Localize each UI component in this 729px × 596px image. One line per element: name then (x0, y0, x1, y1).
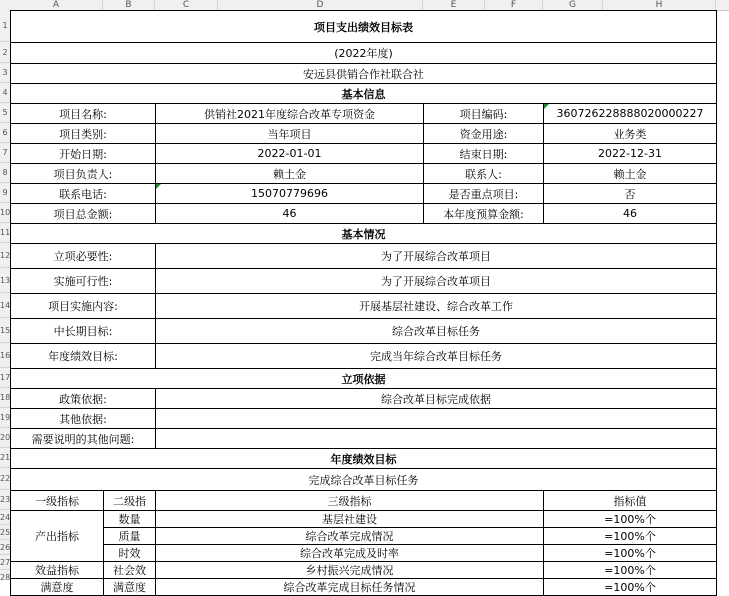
column-header-g[interactable]: G (543, 0, 603, 10)
row-header[interactable]: 24 (0, 510, 10, 525)
start-date-value[interactable]: 2022-01-01 (156, 144, 424, 164)
indicator-level3[interactable]: 综合改革完成情况 (156, 528, 544, 545)
column-header-e[interactable]: E (423, 0, 485, 10)
column-header-b[interactable]: B (103, 0, 155, 10)
column-header-d[interactable]: D (218, 0, 423, 10)
annual-budget-value[interactable]: 46 (544, 204, 717, 224)
category-label[interactable]: 项目类别: (11, 124, 156, 144)
column-header-c[interactable]: C (155, 0, 218, 10)
column-header-h[interactable]: H (603, 0, 716, 10)
policy-basis-label[interactable]: 政策依据: (11, 389, 156, 409)
other-basis-label[interactable]: 其他依据: (11, 409, 156, 429)
key-project-label[interactable]: 是否重点项目: (424, 184, 544, 204)
notes-value[interactable] (156, 429, 717, 449)
indicator-level3[interactable]: 综合改革完成及时率 (156, 545, 544, 562)
fiscal-year[interactable]: (2022年度) (11, 43, 717, 64)
project-name-value[interactable]: 供销社2021年度综合改革专项资金 (156, 104, 424, 124)
project-name-label[interactable]: 项目名称: (11, 104, 156, 124)
column-header-a[interactable]: A (10, 0, 103, 10)
row-header[interactable]: 5 (0, 103, 10, 123)
row-header[interactable]: 20 (0, 428, 10, 448)
indicator-value[interactable]: =100%个 (544, 511, 717, 528)
contact-value[interactable]: 赖土金 (544, 164, 717, 184)
indicator-level1[interactable]: 满意度 (11, 579, 104, 596)
organization-name[interactable]: 安远县供销合作社联合社 (11, 64, 717, 84)
indicator-level1[interactable]: 效益指标 (11, 562, 104, 579)
row-header[interactable]: 14 (0, 293, 10, 318)
indicator-level2[interactable]: 社会效 (104, 562, 156, 579)
section-basis[interactable]: 立项依据 (11, 369, 717, 389)
indicator-value-header[interactable]: 指标值 (544, 491, 717, 511)
policy-basis-value[interactable]: 综合改革目标完成依据 (156, 389, 717, 409)
end-date-label[interactable]: 结束日期: (424, 144, 544, 164)
key-project-value[interactable]: 否 (544, 184, 717, 204)
necessity-value[interactable]: 为了开展综合改革项目 (156, 244, 717, 269)
notes-label[interactable]: 需要说明的其他问题: (11, 429, 156, 449)
row-header[interactable]: 25 (0, 525, 10, 540)
row-header[interactable]: 3 (0, 63, 10, 83)
indicator-level3[interactable]: 综合改革完成目标任务情况 (156, 579, 544, 596)
indicator-level3[interactable]: 乡村振兴完成情况 (156, 562, 544, 579)
feasibility-label[interactable]: 实施可行性: (11, 269, 156, 294)
row-header[interactable]: 7 (0, 143, 10, 163)
indicator-value[interactable]: =100%个 (544, 579, 717, 596)
row-header[interactable]: 22 (0, 468, 10, 490)
performance-target-table (10, 10, 717, 596)
total-amount-value[interactable]: 46 (156, 204, 424, 224)
midterm-goal-value[interactable]: 综合改革目标任务 (156, 319, 717, 344)
indicator-level2[interactable]: 数量 (104, 511, 156, 528)
indicator-value[interactable]: =100%个 (544, 528, 717, 545)
annual-goal-summary[interactable]: 完成综合改革目标任务 (11, 469, 717, 491)
row-header[interactable]: 23 (0, 490, 10, 510)
indicator-level3[interactable]: 基层社建设 (156, 511, 544, 528)
row-header[interactable]: 13 (0, 268, 10, 293)
project-code-value[interactable]: 360726228888020000227 (544, 104, 717, 124)
row-header[interactable]: 17 (0, 368, 10, 388)
row-header[interactable]: 2 (0, 42, 10, 63)
phone-value[interactable]: 15070779696 (156, 184, 424, 204)
section-basic-info[interactable]: 基本信息 (11, 84, 717, 104)
row-header[interactable]: 1 (0, 10, 10, 42)
contact-label[interactable]: 联系人: (424, 164, 544, 184)
start-date-label[interactable]: 开始日期: (11, 144, 156, 164)
feasibility-value[interactable]: 为了开展综合改革项目 (156, 269, 717, 294)
row-header[interactable]: 10 (0, 203, 10, 223)
project-code-label[interactable]: 项目编码: (424, 104, 544, 124)
indicator-level2[interactable]: 时效 (104, 545, 156, 562)
fund-use-label[interactable]: 资金用途: (424, 124, 544, 144)
manager-label[interactable]: 项目负责人: (11, 164, 156, 184)
indicator-level1-header[interactable]: 一级指标 (11, 491, 104, 511)
necessity-label[interactable]: 立项必要性: (11, 244, 156, 269)
indicator-level2[interactable]: 质量 (104, 528, 156, 545)
row-header[interactable]: 16 (0, 343, 10, 368)
annual-budget-label[interactable]: 本年度预算金额: (424, 204, 544, 224)
fund-use-value[interactable]: 业务类 (544, 124, 717, 144)
column-header-f[interactable]: F (485, 0, 543, 10)
content-value[interactable]: 开展基层社建设、综合改革工作 (156, 294, 717, 319)
sheet-title[interactable]: 项目支出绩效目标表 (11, 11, 717, 43)
row-header[interactable]: 12 (0, 243, 10, 268)
end-date-value[interactable]: 2022-12-31 (544, 144, 717, 164)
annual-goal-value[interactable]: 完成当年综合改革目标任务 (156, 344, 717, 369)
row-header[interactable]: 11 (0, 223, 10, 243)
row-header[interactable]: 6 (0, 123, 10, 143)
phone-label[interactable]: 联系电话: (11, 184, 156, 204)
annual-goal-label[interactable]: 年度绩效目标: (11, 344, 156, 369)
row-header[interactable]: 8 (0, 163, 10, 183)
indicator-value[interactable]: =100%个 (544, 562, 717, 579)
other-basis-value[interactable] (156, 409, 717, 429)
section-annual-goal[interactable]: 年度绩效目标 (11, 449, 717, 469)
row-header[interactable]: 28 (0, 570, 10, 580)
row-header[interactable]: 4 (0, 83, 10, 103)
indicator-level2-header[interactable]: 二级指 (104, 491, 156, 511)
indicator-value[interactable]: =100%个 (544, 545, 717, 562)
manager-value[interactable]: 赖土金 (156, 164, 424, 184)
indicator-level3-header[interactable]: 三级指标 (156, 491, 544, 511)
midterm-goal-label[interactable]: 中长期目标: (11, 319, 156, 344)
indicator-level1[interactable]: 产出指标 (11, 511, 104, 562)
content-label[interactable]: 项目实施内容: (11, 294, 156, 319)
row-header[interactable]: 19 (0, 408, 10, 428)
category-value[interactable]: 当年项目 (156, 124, 424, 144)
row-header[interactable]: 26 (0, 540, 10, 555)
row-header[interactable]: 18 (0, 388, 10, 408)
row-header[interactable]: 15 (0, 318, 10, 343)
section-basic-situation[interactable]: 基本情况 (11, 224, 717, 244)
indicator-level2[interactable]: 满意度 (104, 579, 156, 596)
total-amount-label[interactable]: 项目总金额: (11, 204, 156, 224)
row-header[interactable]: 21 (0, 448, 10, 468)
row-header[interactable]: 9 (0, 183, 10, 203)
row-header[interactable]: 27 (0, 555, 10, 570)
